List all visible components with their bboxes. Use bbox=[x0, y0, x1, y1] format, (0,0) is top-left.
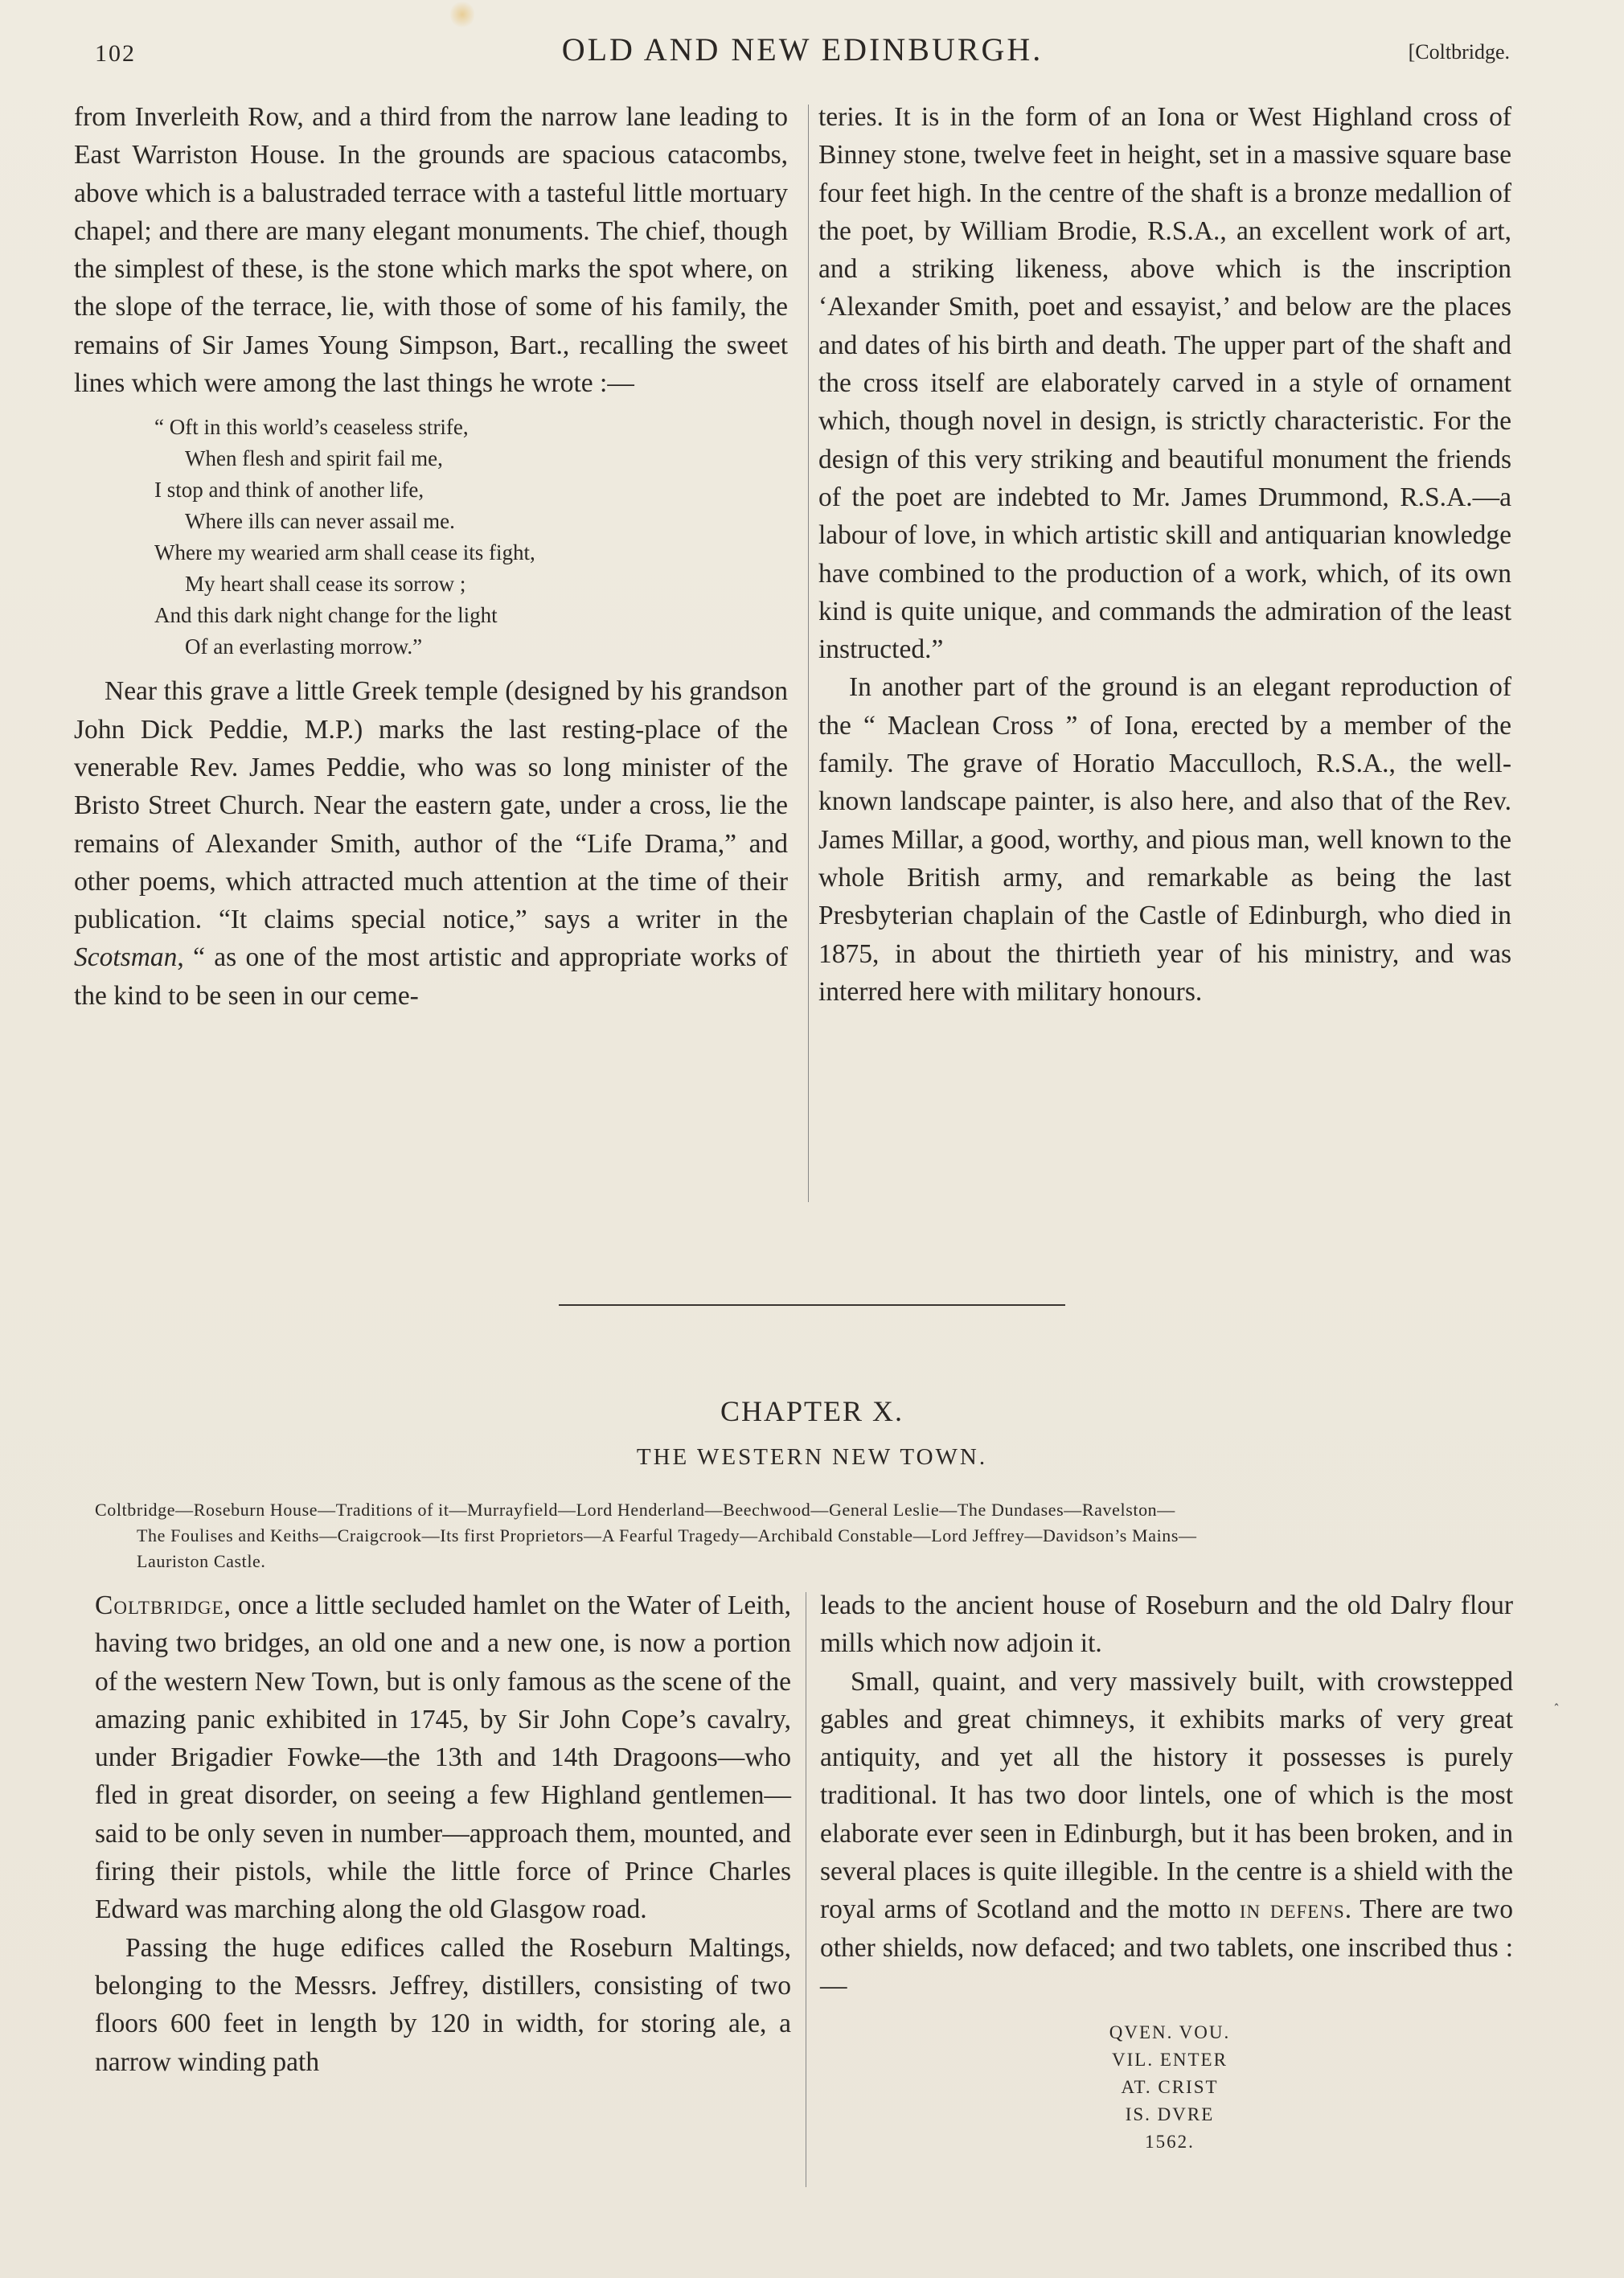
lead-word: Coltbridge bbox=[95, 1590, 224, 1620]
inscription-line: QVEN. VOU. bbox=[1109, 2022, 1231, 2043]
top-left-column bbox=[74, 98, 788, 1015]
text-run: Near this grave a little Greek temple (designed by his grandson John Dick Peddie, M.P.) marks the last resting-place of the venerable Rev. James Peddie, who was so long minister of the Bristo Street Church. Near the eastern gate, under a cross, lie the remains of Alexander Smith, author of the “Life Drama,” and other poems, which attracted much attention at the time of their publication. “It claims special notice,” says a writer in the bbox=[74, 676, 788, 935]
text-run: Small, quaint, and very massively built, with crowstepped gables and great chimneys, it exhibits marks of very great antiquity, and yet all the history it possesses is purely traditional. It has two door lintels, one of which is the most elaborate ever seen in Edinburgh, but it has been broken, and in several places is quite illegible. In the centre is a shield with the royal arms of Scotland and the motto bbox=[820, 1666, 1513, 1925]
section-heading: [Coltbridge. bbox=[1408, 40, 1510, 64]
poem-line: “ Oft in this world’s ceaseless strife, bbox=[154, 415, 469, 440]
inscription-line: AT. CRIST bbox=[1121, 2077, 1219, 2098]
paragraph bbox=[74, 672, 788, 1015]
text-run: . There are two other shields, now defaced; and two tablets, one inscribed thus :— bbox=[820, 1894, 1514, 2001]
lintel-inscription bbox=[820, 2019, 1513, 2156]
paragraph: teries. It is in the form of an Iona or West Highland cross of Binney stone, twelve feet in height, set in a massive square base four feet high. In the centre of the shaft is a bronze medallion of the poet, by William Brodie, R.S.A., an excellent work of art, and a striking likeness, above which is the inscription ‘Alexander Smith, poet and essayist,’ and below are the places and dates of his birth and death. The upper part of the shaft and the cross itself are elaborately carved in a style of ornament which, though novel in design, is strictly characteristic. For the design of this very striking and beautiful monument the friends of the poet are indebted to Mr. James Drummond, R.S.A.—a labour of love, in which artistic skill and antiquarian knowledge have combined to the production of a work, which, of its own kind is quite unique, and commands the admiration of the least instructed.” bbox=[818, 102, 1511, 665]
running-head bbox=[95, 31, 1510, 79]
poem-line: When flesh and spirit fail me, bbox=[185, 446, 443, 471]
paragraph: leads to the ancient house of Roseburn and the old Dalry flour mills which now adjoin it. bbox=[820, 1590, 1513, 1659]
poem bbox=[154, 412, 788, 663]
newspaper-title: Scotsman bbox=[74, 942, 178, 973]
inscription-line: VIL. ENTER bbox=[1112, 2050, 1228, 2071]
chapter-synopsis bbox=[95, 1497, 1518, 1574]
paragraph bbox=[95, 1586, 791, 1929]
bottom-left-column bbox=[95, 1586, 791, 2081]
poem-line: I stop and think of another life, bbox=[154, 478, 424, 503]
top-right-column bbox=[818, 98, 1511, 1011]
paragraph: Passing the huge edifices called the Roseburn Maltings, belonging to the Messrs. Jeffrey, distillers, consisting of two floors 600 feet in length by 120 in width, for storing ale, a narrow winding path bbox=[95, 1932, 791, 2077]
synopsis-line: Lauriston Castle. bbox=[137, 1551, 266, 1571]
poem-line: Where my wearied arm shall cease its fight, bbox=[154, 540, 535, 565]
text-run: , once a little secluded hamlet on the Water of Leith, having two bridges, an old one and a new one, is now a portion of the western New Town, but is only famous as the scene of the amazing panic exhibited in 1745, by Sir John Cope’s cavalry, under Brigadier Fowke—the 13th and 14th Dragoons—who fled in great disorder, on seeing a few Highland gentlemen—said to be only seven in number—approach them, mounted, and firing their pistols, while the little force of Prince Charles Edward was marching along the old Glasgow road. bbox=[95, 1590, 791, 1925]
chapter-number: CHAPTER X. bbox=[720, 1395, 904, 1427]
chapter-title: THE WESTERN NEW TOWN. bbox=[636, 1444, 988, 1470]
poem-line: And this dark night change for the light bbox=[154, 603, 498, 628]
margin-mark: ˰ bbox=[1553, 1686, 1560, 1707]
poem-line: Of an everlasting morrow.” bbox=[185, 634, 423, 659]
book-title: OLD AND NEW EDINBURGH. bbox=[561, 31, 1044, 68]
synopsis-line: Coltbridge—Roseburn House—Traditions of it—Murrayfield—Lord Henderland—Beechwood—General Leslie—The Dundases—Ravelston— bbox=[95, 1500, 1175, 1520]
bottom-right-column bbox=[820, 1586, 1513, 2156]
text-run: , “ as one of the most artistic and appropriate works of the kind to be seen in our ceme- bbox=[74, 942, 788, 1011]
paragraph bbox=[820, 1663, 1513, 2005]
inscription-line: IS. DVRE bbox=[1125, 2104, 1215, 2125]
chapter-divider-rule bbox=[559, 1304, 1065, 1306]
column-divider bbox=[808, 105, 809, 1202]
synopsis-line: The Foulises and Keiths—Craigcrook—Its first Proprietors—A Fearful Tragedy—Archibald Constable—Lord Jeffrey—Davidson’s Mains— bbox=[137, 1525, 1197, 1545]
paragraph: from Inverleith Row, and a third from the narrow lane leading to East Warriston House. In the grounds are spacious catacombs, above which is a balustraded terrace with a tasteful little mortuary chapel; and there are many elegant monuments. The chief, though the simplest of these, is the stone which marks the spot where, on the slope of the terrace, lie, with those of some of his family, the remains of Sir James Young Simpson, Bart., recalling the sweet lines which were among the last things he wrote :— bbox=[74, 102, 788, 399]
poem-line: My heart shall cease its sorrow ; bbox=[185, 572, 466, 597]
paragraph: In another part of the ground is an elegant reproduction of the “ Maclean Cross ” of Iona, erected by a member of the family. The grave of Horatio Macculloch, R.S.A., the well-known landscape painter, is also here, and also that of the Rev. James Millar, a good, worthy, and pious man, well known to the whole British army, and remarkable as being the last Presbyterian chaplain of the Castle of Edinburgh, who died in 1875, in about the thirtieth year of his ministry, and was interred here with military honours. bbox=[818, 672, 1511, 1007]
paper-stain bbox=[450, 0, 474, 29]
inscription-line: 1562. bbox=[1145, 2132, 1195, 2153]
page-number: 102 bbox=[95, 40, 136, 67]
motto: in defens bbox=[1239, 1894, 1345, 1925]
poem-line: Where ills can never assail me. bbox=[185, 509, 455, 534]
